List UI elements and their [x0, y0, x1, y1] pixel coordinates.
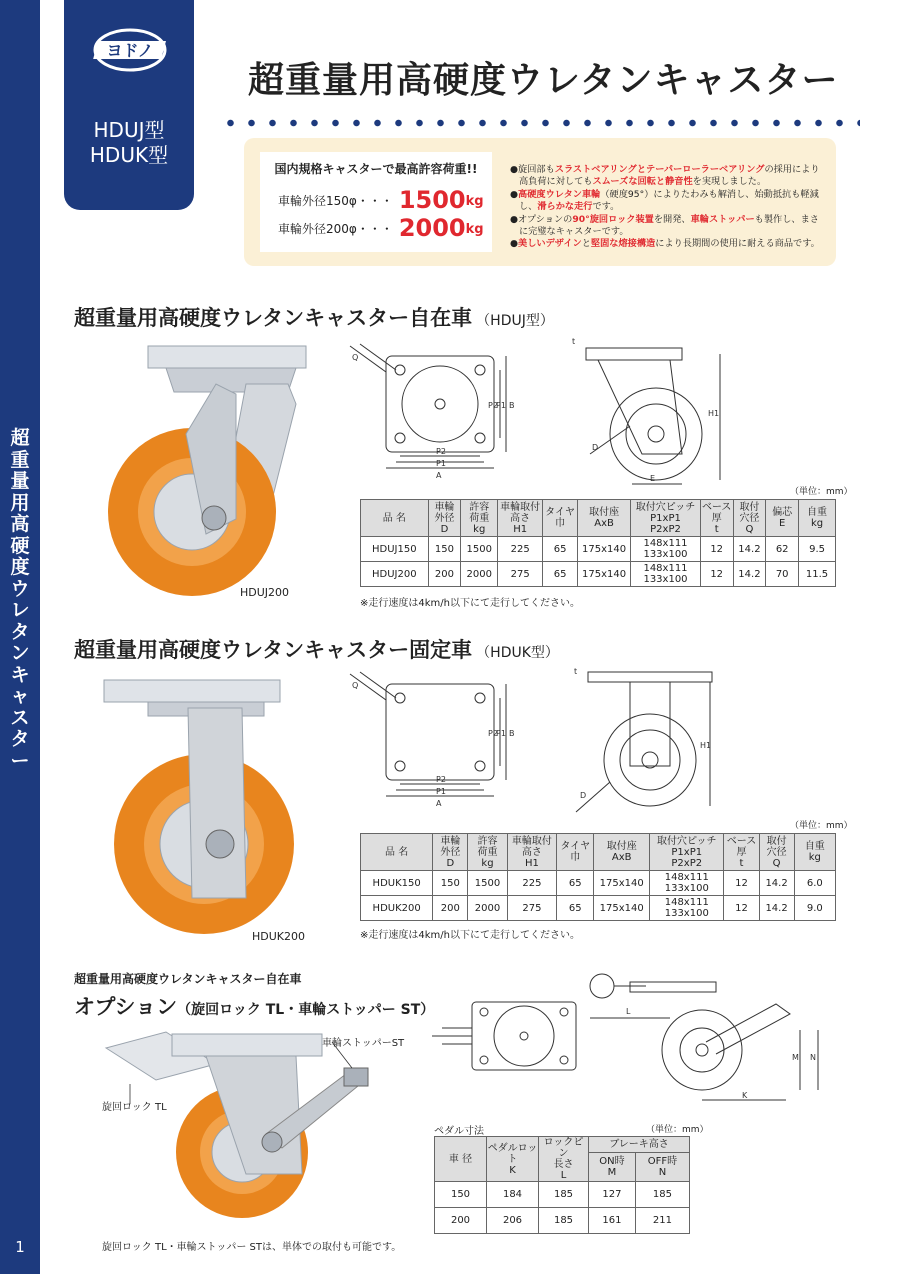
table-cell: 1500: [461, 537, 498, 562]
svg-text:P2: P2: [436, 447, 446, 456]
table-cell: 148x111 133x100: [631, 562, 701, 587]
table-header-cell: ロックピン 長さ L: [539, 1137, 589, 1182]
table-header-cell: 品 名: [361, 500, 429, 537]
table-cell: 12: [724, 871, 759, 896]
feature-text: の採用により高負荷に対しても: [519, 164, 820, 188]
table-cell: 185: [539, 1182, 589, 1208]
svg-text:E: E: [650, 474, 656, 483]
table-cell: 148x111 133x100: [631, 537, 701, 562]
feature-text: を実現しました。: [692, 176, 767, 188]
hduj-side-drawing: [570, 334, 730, 488]
svg-text:A: A: [436, 471, 442, 480]
sidebar-title-char: キ: [10, 663, 30, 686]
hduj-note: ※走行速度は4km/h以下にて走行してください。: [360, 598, 580, 609]
table-cell: 150: [433, 871, 468, 896]
table-cell: 175x140: [577, 537, 630, 562]
svg-text:N: N: [810, 1053, 816, 1062]
table-header-cell: 自重 kg: [799, 500, 836, 537]
table-cell: 65: [543, 562, 578, 587]
svg-text:Q: Q: [352, 353, 359, 362]
table-cell: 12: [700, 562, 733, 587]
hduj-plan-drawing: [346, 344, 526, 484]
max-load-unit: kg: [465, 194, 484, 209]
table-header-row: [361, 500, 836, 537]
feature-text: ●: [510, 238, 519, 250]
option-plan-drawing: [432, 998, 582, 1078]
table-row: [361, 537, 836, 562]
max-load-label: 車輪外径150φ・・・: [278, 194, 393, 208]
feature-text: （硬度95°）によりたわみも解消し、始動抵抗も軽減し、: [519, 188, 819, 213]
table-cell: 14.2: [759, 871, 794, 896]
table-cell: 11.5: [799, 562, 836, 587]
svg-text:P2: P2: [488, 729, 498, 738]
svg-text:K: K: [742, 1091, 748, 1100]
max-load-heading: 国内規格キャスターで最高許容荷重!!: [274, 162, 478, 176]
sidebar-title-char: 用: [10, 491, 30, 514]
feature-bullets: [510, 164, 826, 251]
pedal-table: [434, 1136, 690, 1234]
table-header-cell: ベース 厚 t: [701, 501, 732, 535]
feature-highlight: 滑らかな走行: [537, 201, 593, 213]
hduk-side-drawing: [570, 664, 730, 814]
hduj-heading: 超重量用高硬度ウレタンキャスター自在車 （HDUJ型）: [74, 306, 554, 330]
table-cell: 12: [700, 537, 733, 562]
sidebar-title-char: ャ: [10, 685, 30, 707]
table-cell: 62: [766, 537, 799, 562]
sidebar-title-char: 量: [10, 470, 30, 492]
feature-text: ●オプションの: [510, 213, 573, 225]
table-cell: 200: [435, 1208, 487, 1234]
table-cell: 200: [433, 896, 468, 921]
table-header-cell: タイヤ 巾: [557, 834, 594, 871]
hduj-unit: （単位：mm）: [790, 487, 853, 497]
option-unit: （単位：mm）: [646, 1125, 709, 1135]
table-header-cell: OFF時 N: [635, 1152, 689, 1181]
feature-highlight: 堅固な熔接構造: [590, 238, 656, 250]
feature-bullet: [510, 238, 826, 250]
hduj-photo-caption: HDUJ200: [240, 586, 290, 599]
svg-text:P2: P2: [436, 775, 446, 784]
lock-callout: 旋回ロック TL: [102, 1102, 167, 1113]
table-cell: 175x140: [594, 896, 650, 921]
max-load-value: 1500: [398, 186, 466, 214]
table-header-cell: 品 名: [361, 834, 433, 871]
feature-text: と: [581, 238, 591, 250]
sidebar-title-char: ウ: [10, 577, 30, 600]
max-load-value: 2000: [398, 214, 466, 242]
feature-text: ●旋回部も: [510, 164, 555, 175]
table-header-cell: ON時 M: [589, 1152, 636, 1181]
sidebar-title-char: タ: [10, 728, 30, 750]
table-row: [361, 562, 836, 587]
table-cell: HDUK150: [361, 871, 433, 896]
svg-text:P2: P2: [488, 401, 498, 410]
table-cell: 185: [635, 1182, 689, 1208]
hduj-type: （HDUJ型）: [476, 313, 554, 329]
table-cell: 2000: [461, 562, 498, 587]
table-header-cell: 許容 荷重 kg: [461, 500, 498, 537]
option-subtitle: 超重量用高硬度ウレタンキャスター自在車: [74, 972, 302, 986]
table-cell: 150: [428, 537, 461, 562]
table-cell: 65: [557, 871, 594, 896]
table-cell: 175x140: [577, 562, 630, 587]
svg-text:H1: H1: [708, 409, 720, 418]
svg-text:D: D: [580, 791, 587, 800]
hduj-photo: [96, 344, 316, 594]
feature-bullet: [510, 214, 826, 239]
table-header-cell: ブレーキ高さ: [589, 1137, 690, 1153]
feature-text: ●: [510, 188, 519, 200]
table-cell: 225: [498, 537, 543, 562]
table-cell: 275: [498, 562, 543, 587]
table-header-cell: 取付穴ピッチ P1xP1 P2xP2: [631, 500, 701, 537]
feature-bullet: [510, 189, 826, 214]
svg-text:P1: P1: [436, 787, 446, 796]
table-cell: 148x111 133x100: [650, 896, 724, 921]
table-cell: HDUK200: [361, 896, 433, 921]
max-load-unit: kg: [465, 222, 484, 237]
table-cell: 14.2: [733, 562, 766, 587]
hduk-note: ※走行速度は4km/h以下にて走行してください。: [360, 930, 580, 941]
table-header-cell: 車輪取付 高さ H1: [507, 834, 557, 871]
model-names: [64, 118, 194, 168]
table-cell: 70: [766, 562, 799, 587]
sidebar-title-char: ー: [10, 749, 30, 772]
svg-text:B: B: [509, 401, 515, 410]
option-photo: [96, 1024, 386, 1220]
sidebar-title-char: ス: [10, 706, 30, 729]
table-row: [435, 1208, 690, 1234]
table-header-cell: 取付座 AxB: [594, 834, 650, 871]
table-cell: 150: [435, 1182, 487, 1208]
svg-text:t: t: [572, 337, 576, 346]
table-cell: 184: [487, 1182, 539, 1208]
page-title: 超重量用高硬度ウレタンキャスター: [248, 60, 839, 101]
svg-text:D: D: [592, 443, 599, 452]
pedal-heading: ペダル寸法: [434, 1126, 484, 1137]
table-header-cell: 取付 穴径 Q: [759, 834, 794, 871]
model-name: HDUJ型: [93, 118, 165, 142]
option-side-drawing: [586, 968, 846, 1108]
table-header-row: [435, 1137, 690, 1153]
table-header-cell: 自重 kg: [794, 834, 835, 871]
table-cell: 9.5: [799, 537, 836, 562]
hduk-plan-drawing: [346, 672, 526, 812]
option-footnote: 旋回ロック TL・車輪ストッパー STは、単体での取付も可能です。: [102, 1242, 402, 1253]
sidebar-title-char: 高: [10, 513, 30, 535]
table-row: [435, 1182, 690, 1208]
feature-highlight: スムーズな回転と静音性: [592, 176, 693, 188]
table-header-cell: ペダルロット K: [487, 1137, 539, 1182]
table-cell: HDUJ200: [361, 562, 429, 587]
table-cell: 161: [589, 1208, 636, 1234]
table-cell: 211: [635, 1208, 689, 1234]
feature-text: を開発、: [653, 213, 691, 225]
svg-text:P1: P1: [496, 729, 506, 738]
feature-highlight: 車輪ストッパー: [690, 213, 755, 225]
table-cell: 200: [428, 562, 461, 587]
brand-logo: [92, 26, 168, 74]
table-header-cell: 車輪 外径 D: [433, 834, 468, 871]
table-cell: 185: [539, 1208, 589, 1234]
svg-text:M: M: [792, 1053, 799, 1062]
table-cell: 14.2: [733, 537, 766, 562]
table-cell: 175x140: [594, 871, 650, 896]
sidebar-title-char: 硬: [10, 534, 30, 557]
table-cell: 12: [724, 896, 759, 921]
table-cell: 65: [543, 537, 578, 562]
model-tag: [64, 0, 194, 210]
table-header-cell: タイヤ 巾: [543, 500, 578, 537]
svg-text:H1: H1: [700, 741, 712, 750]
hduk-photo: [96, 678, 306, 938]
table-header-cell: 車輪取付 高さ H1: [498, 500, 543, 537]
table-header-cell: 取付穴ピッチ P1xP1 P2xP2: [650, 834, 724, 871]
table-cell: 225: [507, 871, 557, 896]
hduj-spec-table: [360, 499, 836, 587]
table-cell: 1500: [468, 871, 507, 896]
max-load-row: [278, 214, 484, 242]
table-row: [361, 896, 836, 921]
dotted-divider: [220, 118, 860, 128]
sidebar-title-char: 度: [10, 556, 30, 578]
page-number: 1: [15, 1238, 25, 1256]
max-load-box: [260, 152, 492, 252]
svg-text:P1: P1: [436, 459, 446, 468]
table-header-row: [361, 834, 836, 871]
feature-bullet: [510, 164, 826, 189]
sidebar-title-char: ン: [10, 642, 30, 664]
hduk-type: （HDUK型）: [476, 645, 559, 661]
table-header-cell: 偏芯 E: [766, 500, 799, 537]
svg-text:B: B: [509, 729, 515, 738]
feature-highlight: 高硬度ウレタン車輪: [518, 188, 601, 200]
hduk-heading: 超重量用高硬度ウレタンキャスター固定車 （HDUK型）: [74, 638, 559, 662]
table-cell: 206: [487, 1208, 539, 1234]
feature-panel: [244, 138, 836, 266]
hduk-spec-table: [360, 833, 836, 921]
sidebar-vertical-title: [6, 428, 34, 772]
table-cell: HDUJ150: [361, 537, 429, 562]
sidebar-title-char: タ: [10, 620, 30, 643]
option-title-paren: （旋回ロック TL・車輪ストッパー ST）: [177, 1002, 435, 1018]
feature-text: も製作し、まさに完璧なキャスターです。: [519, 213, 819, 238]
table-cell: 148x111 133x100: [650, 871, 724, 896]
table-row: [361, 871, 836, 896]
table-header-cell: ベース 厚 t: [724, 834, 759, 871]
max-load-row: [278, 186, 484, 214]
stopper-callout: 車輪ストッパーST: [322, 1038, 405, 1049]
hduk-unit: （単位：mm）: [790, 821, 853, 831]
table-header-cell: 許容 荷重 kg: [468, 834, 507, 871]
table-cell: 127: [589, 1182, 636, 1208]
feature-text: です。: [592, 201, 620, 213]
table-header-cell: 取付座 AxB: [577, 500, 630, 537]
table-cell: 9.0: [794, 896, 835, 921]
feature-highlight: 90°旋回ロック装置: [572, 213, 654, 225]
feature-text: により長期間の使用に耐える商品です。: [655, 238, 820, 250]
sidebar-title-char: 重: [10, 448, 30, 471]
logo-text: ヨドノ: [106, 41, 154, 60]
table-header-cell: 取付 穴径 Q: [733, 500, 766, 537]
feature-highlight: 美しいデザイン: [518, 238, 582, 250]
svg-text:Q: Q: [352, 681, 359, 690]
svg-text:A: A: [436, 799, 442, 808]
table-header-cell: 車 径: [435, 1137, 487, 1182]
svg-text:P1: P1: [496, 401, 506, 410]
svg-text:t: t: [574, 667, 578, 676]
feature-highlight: スラストベアリングとテーパーローラーベアリング: [554, 164, 765, 175]
table-cell: 6.0: [794, 871, 835, 896]
max-load-label: 車輪外径200φ・・・: [278, 222, 393, 236]
sidebar-title-char: 超: [10, 427, 30, 449]
model-name: HDUK型: [89, 143, 169, 167]
sidebar: [0, 0, 40, 1274]
table-cell: 65: [557, 896, 594, 921]
table-cell: 14.2: [759, 896, 794, 921]
table-header-cell: 車輪 外径 D: [428, 500, 461, 537]
table-cell: 2000: [468, 896, 507, 921]
table-cell: 275: [507, 896, 557, 921]
option-title: オプション（旋回ロック TL・車輪ストッパー ST）: [74, 995, 435, 1019]
hduk-photo-caption: HDUK200: [252, 930, 306, 943]
svg-text:L: L: [626, 1007, 631, 1016]
sidebar-title-char: レ: [10, 599, 30, 621]
